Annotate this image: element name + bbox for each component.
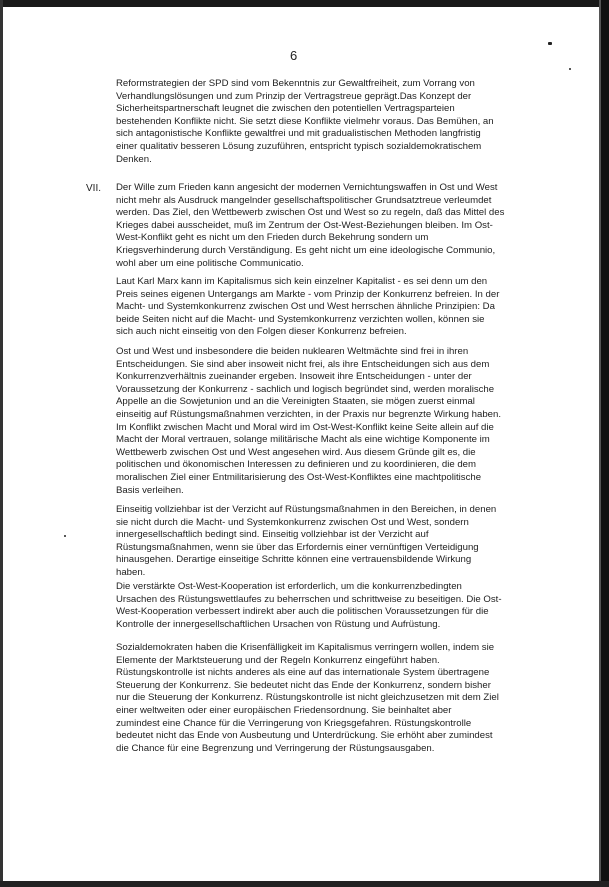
section-marker: VII. — [86, 183, 102, 194]
text-line: Voraussetzung der Konkurrenz - sachlich und logisch begründet sind, werden moralische — [116, 383, 495, 395]
scan-border-left — [0, 0, 3, 887]
text-line: Kriegsverhinderung durch Verständigung. Es geht nicht um eine ideologische Communio, — [116, 244, 496, 256]
text-line: Rüstungskontrolle ist nichts anderes als eine auf das internationale System übertragene — [116, 667, 490, 679]
scan-border-bottom — [0, 881, 609, 887]
page-number: 6 — [290, 48, 298, 63]
text-line: sich antagonistische Konflikte gewaltfrei und mit gradualistischen Methoden langfristig — [116, 128, 481, 140]
scan-speck — [548, 42, 552, 45]
text-line: politischen und ökonomischen Interessen zu definieren und zu koordinieren, die dem — [116, 459, 476, 471]
text-line: Verhandlungslösungen und zum Prinzip der Vertragstreue geprägt.Das Konzept der — [116, 90, 472, 102]
paragraph-1 — [116, 78, 548, 166]
text-line: bestehenden Konflikte nicht. Sie setzt diese Konflikte vielmehr voraus. Das Bemühen, an — [116, 115, 494, 127]
scan-border-top — [0, 0, 609, 7]
text-line: Die verstärkte Ost-West-Kooperation ist erforderlich, um die konkurrenzbedingten — [116, 581, 462, 592]
text-line: haben. — [116, 566, 146, 578]
text-line: moralischen Ziel einer Entmilitarisierung des Ost-West-Konfliktes eine machtpolitische — [116, 471, 482, 483]
text-line: Kontrolle der innergesellschaftlichen Ursachen von Rüstung und Aufrüstung. — [116, 618, 441, 630]
scan-border-right — [601, 0, 609, 887]
text-line: beide Seiten nicht auf die Macht- und Systemkonkurrenz verzichten wollen, können sie — [116, 313, 485, 325]
text-line: Macht- und Systemkonkurrenz zwischen Ost und West herrschen ähnliche Prinzipien: Da — [116, 301, 495, 313]
text-line: wohl aber um eine politische Communicatio. — [116, 257, 304, 269]
text-line: Ost und West und insbesondere die beiden nuklearen Weltmächte sind frei in ihren — [116, 346, 469, 357]
paragraph-5 — [116, 504, 548, 580]
text-line: Krieges dabei ausscheidet, muß im Zentrum der Ost-West-Beziehungen bleiben. Im Ost- — [116, 219, 493, 231]
text-line: West-Kooperation verbessert indirekt aber auch die politischen Voraussetzungen für die — [116, 606, 489, 618]
paragraph-7 — [116, 642, 548, 755]
text-line: Steuerung der Konkurrenz. Sie bedeutet nicht das Ende der Konkurrenz, sondern bisher — [116, 679, 491, 691]
paragraph-4 — [116, 346, 548, 497]
text-line: innergesellschaftlich bedingt sind. Einseitig vollziehbar ist der Verzicht auf — [116, 529, 429, 541]
text-line: West-Konflikt geht es nicht um den Frieden durch Bekehrung sondern um — [116, 232, 429, 244]
text-line: einer qualitativ besseren Lösung zuzuführen, entspricht typisch sozialdemokratischem — [116, 140, 482, 152]
text-line: sie nicht durch die Macht- und Systemkonkurrenz zwischen Ost und West, sondern — [116, 516, 469, 528]
text-line: sich auch nicht einseitig von den Folgen dieser Konkurrenz befreien. — [116, 326, 407, 338]
text-line: Basis verleihen. — [116, 484, 184, 496]
text-line: einer weltweiten oder einer europäischen Friedensordnung. Sie beinhaltet aber — [116, 704, 452, 716]
text-line: Der Wille zum Frieden kann angesicht der modernen Vernichtungswaffen in Ost und West — [116, 182, 498, 193]
paragraph-6 — [116, 581, 548, 631]
text-line: Elemente der Marktsteuerung und der Regeln Konkurrenz eingeführt haben. — [116, 654, 440, 666]
text-line: bedeutet nicht das Ende von Ausbeutung und Unterdrückung. Sie erhöht aber zumindest — [116, 730, 493, 742]
text-line: werden. Das Ziel, den Wettbewerb zwischen Ost und West so zu regeln, daß das Mittel des — [116, 207, 505, 219]
text-line: Rüstungsmaßnahmen, wenn sie über das Erfordernis einer vernünftigen Verteidigung — [116, 541, 479, 553]
text-line: die Chance für eine Begrenzung und Verringerung der Rüstungsausgaben. — [116, 742, 435, 754]
text-line: Entscheidungen. Sie sind aber insoweit nicht frei, als ihre Entscheidungen sich aus dem — [116, 358, 490, 370]
text-line: Reformstrategien der SPD sind vom Bekenntnis zur Gewaltfreiheit, zum Vorrang von — [116, 78, 475, 89]
paragraph-3 — [116, 276, 548, 339]
text-line: Im Konflikt zwischen Macht und Moral wird im Ost-West-Konflikt keine Seite allein auf die — [116, 421, 494, 433]
text-line: einseitig auf Rüstungsmaßnahmen verzichten, in der Praxis nur begrenzte Wirkung haben. — [116, 408, 502, 420]
text-line: nicht mehr als Ausdruck mangelnder gesellschaftspolitischer Grundsatztreue verleumdet — [116, 194, 492, 206]
paragraph-2 — [116, 182, 548, 270]
text-line: nur die Steuerung der Konkurrenz. Rüstungskontrolle ist nicht gleichzusetzen mit dem Ziel — [116, 692, 499, 704]
text-line: Konkurrenzverhältnis zueinander ergeben. Insoweit ihre Entscheidungen - unter der — [116, 371, 472, 383]
text-line: Einseitig vollziehbar ist der Verzicht auf Rüstungsmaßnahmen in den Bereichen, in denen — [116, 504, 497, 515]
text-line: Wettbewerb zwischen Ost und West angesehen wird. Aus diesem Gründe gilt es, die — [116, 446, 476, 458]
scan-speck — [64, 535, 66, 537]
text-line: Preis seines eigenen Untergangs am Markte - vom Prinzip der Konkurrenz befreien. In der — [116, 288, 500, 300]
text-line: Macht der Moral vertrauen, solange militärische Macht als eine wichtige Komponente im — [116, 434, 490, 446]
text-line: hinausgehen. Derartige einseitige Schritte können eine vertrauensbildende Wirkung — [116, 554, 472, 566]
text-line: zumindest eine Chance für die Verringerung von Kriegsgefahren. Rüstungskontrolle — [116, 717, 472, 729]
text-line: Laut Karl Marx kann im Kapitalismus sich kein einzelner Kapitalist - es sei denn um den — [116, 276, 488, 287]
text-line: Sicherheitspartnerschaft leugnet die zwischen den potentiellen Vertragsparteien — [116, 103, 455, 115]
scan-speck — [569, 68, 571, 70]
text-line: Ursachen des Rüstungswettlaufes zu beherrschen und schrittweise zu beseitigen. Die Ost- — [116, 593, 502, 605]
text-line: Sozialdemokraten haben die Krisenfälligkeit im Kapitalismus verringern wollen, indem sie — [116, 642, 495, 653]
text-line: Denken. — [116, 153, 152, 165]
text-line: Appelle an die Sowjetunion und an die Vereinigten Staaten, sie mögen zuerst einmal — [116, 396, 475, 408]
